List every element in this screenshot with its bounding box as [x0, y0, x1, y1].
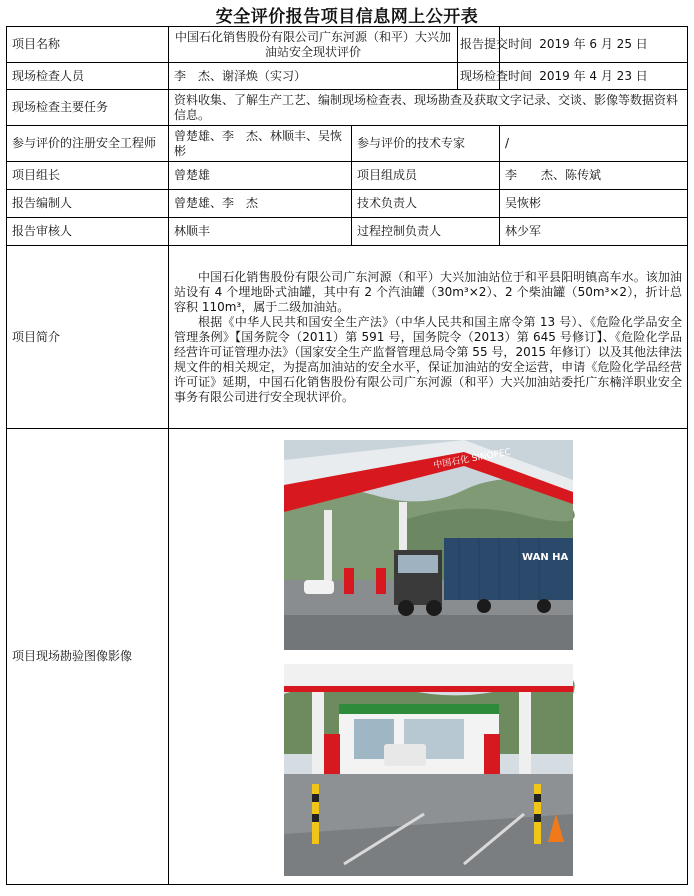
- row-reviewer: [7, 218, 688, 246]
- intro-content: [169, 246, 688, 429]
- project-name-label: 项目名称: [7, 27, 169, 63]
- canopy-sinopec-text: 中国石化 SINOPEC: [432, 446, 512, 471]
- info-table: [6, 26, 688, 885]
- leader-value: 曾楚雄: [169, 162, 352, 190]
- inspectors-label: 现场检查人员: [7, 63, 169, 90]
- project-name-value: 中国石化销售股份有限公司广东河源（和平）大兴加油站安全现状评价: [169, 27, 458, 63]
- row-tasks: [7, 90, 688, 126]
- row-compiler: [7, 190, 688, 218]
- submit-time-value: 2019 年 6 月 25 日: [500, 27, 688, 63]
- inspect-time-label: 现场检查时间: [458, 63, 500, 90]
- members-label: 项目组成员: [352, 162, 500, 190]
- compiler-value: 曾楚雄、李 杰: [169, 190, 352, 218]
- row-inspectors: [7, 63, 688, 90]
- container-text: WAN HA: [521, 551, 568, 563]
- site-photo-station: [284, 664, 573, 876]
- photos-cell: [169, 429, 688, 885]
- leader-label: 项目组长: [7, 162, 169, 190]
- experts-label: 参与评价的技术专家: [352, 126, 500, 162]
- row-leader: [7, 162, 688, 190]
- tech-lead-value: 吴恢彬: [500, 190, 688, 218]
- tech-lead-label: 技术负责人: [352, 190, 500, 218]
- tasks-label: 现场检查主要任务: [7, 90, 169, 126]
- inspect-time-value: 2019 年 4 月 23 日: [500, 63, 688, 90]
- members-value: 李 杰、陈传斌: [500, 162, 688, 190]
- intro-label: 项目简介: [7, 246, 169, 429]
- row-project-name: [7, 27, 688, 63]
- row-intro: [7, 246, 688, 429]
- photos-label: 项目现场勘验图像影像: [7, 429, 169, 885]
- site-photo-truck: [284, 440, 573, 650]
- process-lead-label: 过程控制负责人: [352, 218, 500, 246]
- tasks-value: 资料收集、了解生产工艺、编制现场检查表、现场勘查及获取文字记录、交谈、影像等数据资料信息。: [169, 90, 688, 126]
- reviewer-value: 林顺丰: [169, 218, 352, 246]
- inspectors-value: 李 杰、谢泽焕（实习）: [169, 63, 458, 90]
- engineers-label: 参与评价的注册安全工程师: [7, 126, 169, 162]
- intro-paragraph-1: 中国石化销售股份有限公司广东河源（和平）大兴加油站位于和平县阳明镇高车水。该加油站设有 4 个埋地卧式油罐，其中有 2 个汽油罐（30m³×2）、2 个柴油罐（50m³×2），折计总容积 110m³，属于二级加油站。: [174, 269, 683, 314]
- engineers-value: 曾楚雄、李 杰、林顺丰、吴恢彬: [169, 126, 352, 162]
- process-lead-value: 林少军: [500, 218, 688, 246]
- experts-value: /: [500, 126, 688, 162]
- row-photos: [7, 429, 688, 885]
- compiler-label: 报告编制人: [7, 190, 169, 218]
- page-title: 安全评价报告项目信息网上公开表: [215, 7, 479, 27]
- row-engineers: [7, 126, 688, 162]
- reviewer-label: 报告审核人: [7, 218, 169, 246]
- submit-time-label: 报告提交时间: [458, 27, 500, 63]
- intro-paragraph-2: 根据《中华人民共和国安全生产法》（中华人民共和国主席令第 13 号）、《危险化学品安全管理条例》【国务院令（2011）第 591 号，国务院令（2013）第 645 号修订】、《危险化学品经营许可证管理办法》（国家安全生产监督管理总局令第 55 号，2015 年修订）以及其他法律法规文件的相关规定，为提高加油站的安全水平，保证加油站的安全运营，申请《危险化学品经营许可证》延期，中国石化销售股份有限公司广东河源（和平）大兴加油站委托广东楠洋职业安全事务有限公司进行安全现状评价。: [174, 314, 683, 404]
